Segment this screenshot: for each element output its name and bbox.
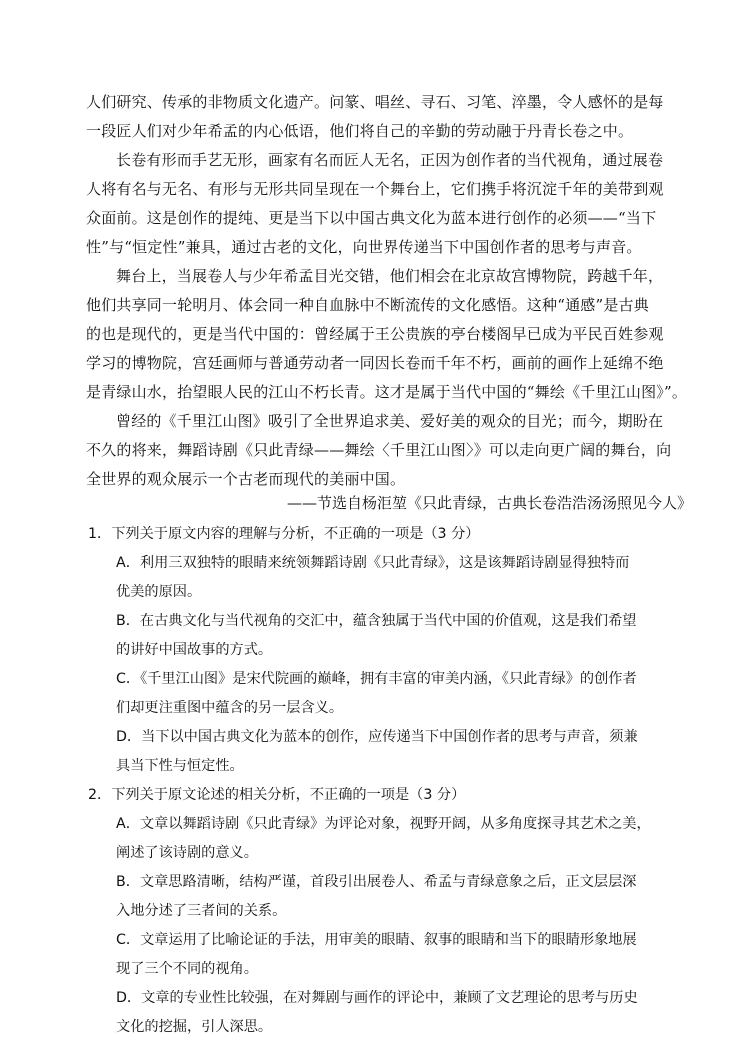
passage-line: 众面前。这是创作的提纯、更是当下以中国古典文化为蓝本进行创作的必须——“当下 [86, 209, 657, 227]
option-line: 具当下性与恒定性。 [116, 758, 244, 774]
passage-line: 全世界的观众展示一个古老而现代的美丽中国。 [86, 470, 406, 488]
option-line: A．文章以舞蹈诗剧《只此青绿》为评论对象，视野开阔，从多角度探寻其艺术之美， [116, 816, 651, 832]
passage-line: 曾经的《千里江山图》吸引了全世界追求美、爱好美的观众的目光；而今，期盼在 [116, 412, 664, 430]
passage [86, 88, 688, 494]
option-line: 现了三个不同的视角。 [116, 961, 258, 977]
question-2 [88, 781, 688, 1042]
option-line: C．《千里江山图》是宋代院画的巅峰，拥有丰富的审美内涵，《只此青绿》的创作者 [116, 671, 637, 687]
passage-line: 不久的将来，舞蹈诗剧《只此青绿——舞绘〈千里江山图〉》可以走向更广阔的舞台，向 [86, 441, 672, 459]
question-stem: 1．下列关于原文内容的理解与分析，不正确的一项是（3 分） [88, 526, 480, 542]
option-line: B．文章思路清晰，结构严谨，首段引出展卷人、希孟与青绿意象之后，正文层层深 [116, 874, 637, 890]
option-a[interactable] [88, 549, 688, 607]
option-line: D．文章的专业性比较强，在对舞剧与画作的评论中，兼顾了文艺理论的思考与历史 [116, 990, 638, 1006]
question-stem: 2．下列关于原文论述的相关分析，不正确的一项是（3 分） [88, 787, 466, 803]
option-line: A．利用三双独特的眼睛来统领舞蹈诗剧《只此青绿》，这是该舞蹈诗剧显得独特而 [116, 555, 630, 571]
option-line: D．当下以中国古典文化为蓝本的创作，应传递当下中国创作者的思考与声音，须兼 [116, 729, 638, 745]
option-b[interactable] [88, 868, 688, 926]
option-d[interactable] [88, 723, 688, 781]
option-line: 优美的原因。 [116, 584, 202, 600]
option-line: 的讲好中国故事的方式。 [116, 642, 273, 658]
option-a[interactable] [88, 810, 688, 868]
passage-line: 舞台上，当展卷人与少年希孟目光交错，他们相会在北京故宫博物院，跨越千年， [116, 267, 664, 285]
option-line: 阐述了该诗剧的意义。 [116, 845, 258, 861]
question-1 [88, 520, 688, 781]
passage-line: 一段匠人们对少年希孟的内心低语，他们将自己的辛勤的劳动融于丹青长卷之中。 [86, 122, 634, 140]
option-line: 们却更注重图中蕴含的另一层含义。 [116, 700, 344, 716]
option-c[interactable] [88, 926, 688, 984]
option-b[interactable] [88, 607, 688, 665]
passage-paragraph [86, 407, 672, 494]
passage-paragraph [86, 262, 688, 407]
option-line: 入地分述了三者间的关系。 [116, 903, 287, 919]
passage-line: 人将有名与无名、有形与无形共同呈现在一个舞台上，它们携手将沉淀千年的美带到观 [86, 180, 664, 198]
passage-line: 是青绿山水，抬望眼人民的江山不朽长青。这才是属于当代中国的“舞绘《千里江山图》”。 [86, 383, 688, 401]
option-c[interactable] [88, 665, 688, 723]
passage-line: 人们研究、传承的非物质文化遗产。问篆、唱丝、寻石、习笔、淬墨，令人感怀的是每 [86, 93, 664, 111]
option-line: 文化的挖掘，引人深思。 [116, 1019, 273, 1035]
passage-line: 他们共享同一轮明月、体会同一种自血脉中不断流传的文化感悟。这种“通感”是古典 [86, 296, 649, 314]
passage-paragraph [86, 88, 672, 146]
option-line: B．在古典文化与当代视角的交汇中，蕴含独属于当代中国的价值观，这是我们希望 [116, 613, 637, 629]
passage-line: 性”与“恒定性”兼具，通过古老的文化，向世界传递当下中国创作者的思考与声音。 [86, 238, 642, 256]
passage-line: 长卷有形而手艺无形，画家有名而匠人无名，正因为创作者的当代视角，通过展卷 [116, 151, 664, 169]
passage-line: 学习的博物院，宫廷画师与普通劳动者一同因长卷而千年不朽，画前的画作上延绵不绝 [86, 354, 664, 372]
option-line: C．文章运用了比喻论证的手法，用审美的眼睛、叙事的眼睛和当下的眼睛形象地展 [116, 932, 637, 948]
option-d[interactable] [88, 984, 688, 1042]
passage-paragraph [86, 146, 672, 262]
passage-line: 的也是现代的，更是当代中国的：曾经属于王公贵族的亭台楼阁早已成为平民百姓参观 [86, 325, 664, 343]
passage-source: ——节选自杨洰堃《只此青绿，古典长卷浩浩汤汤照见今人》 [286, 494, 692, 512]
questions [88, 520, 688, 1042]
